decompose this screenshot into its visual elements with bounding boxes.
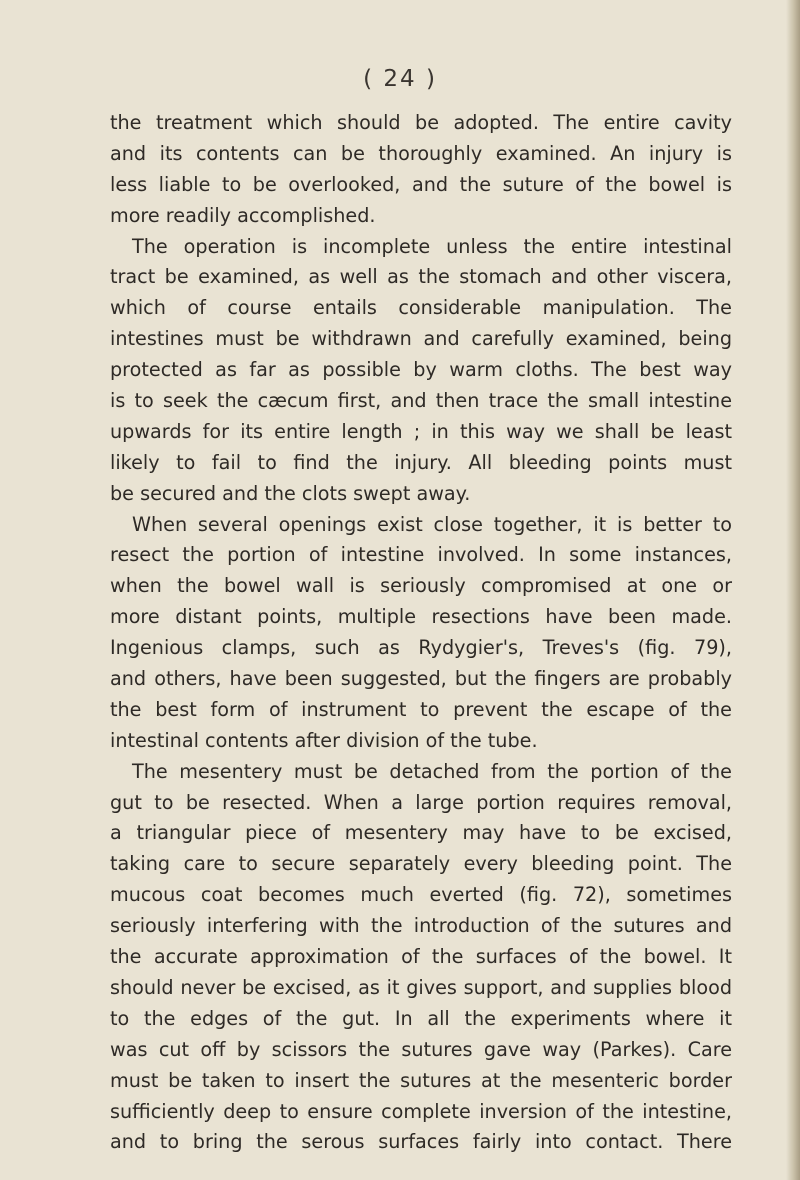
text-line: to the edges of the gut. In all the experiments where it	[110, 1006, 732, 1030]
text-line: when the bowel wall is seriously compromised at one or	[110, 574, 732, 598]
page-number: ( 24 )	[363, 66, 437, 92]
text-line: more distant points, multiple resections have been made.	[110, 605, 732, 629]
text-line: and to bring the serous surfaces fairly into contact. There	[110, 1130, 732, 1154]
text-line: mucous coat becomes much everted (fig. 72), sometimes	[110, 883, 732, 907]
text-line: The operation is incomplete unless the entire intestinal	[132, 234, 732, 258]
text-line: upwards for its entire length ; in this way we shall be least	[110, 419, 732, 443]
text-line: the treatment which should be adopted. The entire cavity	[110, 111, 732, 134]
text-line: and its contents can be thoroughly examined. An injury is	[110, 141, 732, 165]
text-line: When several openings exist close together, it is better to	[132, 512, 732, 536]
paragraph	[110, 510, 732, 757]
text-line: was cut off by scissors the sutures gave way (Parkes). Care	[110, 1037, 732, 1061]
text-line: sufficiently deep to ensure complete inversion of the intestine,	[110, 1099, 732, 1123]
page-edge-shadow	[786, 0, 800, 1180]
text-line: be secured and the clots swept away.	[110, 481, 471, 505]
text-line: protected as far as possible by warm cloths. The best way	[110, 358, 732, 382]
text-line: should never be excised, as it gives support, and supplies blood	[110, 975, 732, 999]
text-line: intestinal contents after division of the tube.	[110, 728, 538, 752]
text-line: resect the portion of intestine involved. In some instances,	[110, 543, 732, 567]
text-line: The mesentery must be detached from the portion of the	[132, 759, 732, 783]
text-line: the best form of instrument to prevent the escape of the	[110, 697, 732, 721]
paragraph	[110, 757, 732, 1159]
text-line: gut to be resected. When a large portion requires removal,	[110, 790, 732, 814]
text-line: is to seek the cæcum first, and then trace the small intestine	[110, 389, 732, 413]
text-line: the accurate approximation of the surfaces of the bowel. It	[110, 945, 732, 969]
body-text	[110, 108, 732, 1158]
text-line: seriously interfering with the introduction of the sutures and	[110, 914, 732, 938]
text-line: likely to fail to find the injury. All bleeding points must	[110, 450, 732, 474]
text-line: more readily accomplished.	[110, 203, 376, 227]
text-line: intestines must be withdrawn and carefully examined, being	[110, 327, 732, 351]
text-line: and others, have been suggested, but the fingers are probably	[110, 667, 732, 691]
paragraph	[110, 108, 732, 232]
text-line: a triangular piece of mesentery may have to be excised,	[110, 821, 732, 845]
text-line: tract be examined, as well as the stomach and other viscera,	[110, 265, 732, 289]
text-line: taking care to secure separately every bleeding point. The	[110, 852, 732, 876]
text-line: which of course entails considerable manipulation. The	[110, 296, 732, 320]
text-line: less liable to be overlooked, and the suture of the bowel is	[110, 172, 732, 196]
text-line: Ingenious clamps, such as Rydygier's, Treves's (fig. 79),	[110, 636, 732, 660]
text-line: must be taken to insert the sutures at the mesenteric border	[110, 1068, 732, 1092]
paragraph	[110, 232, 732, 510]
